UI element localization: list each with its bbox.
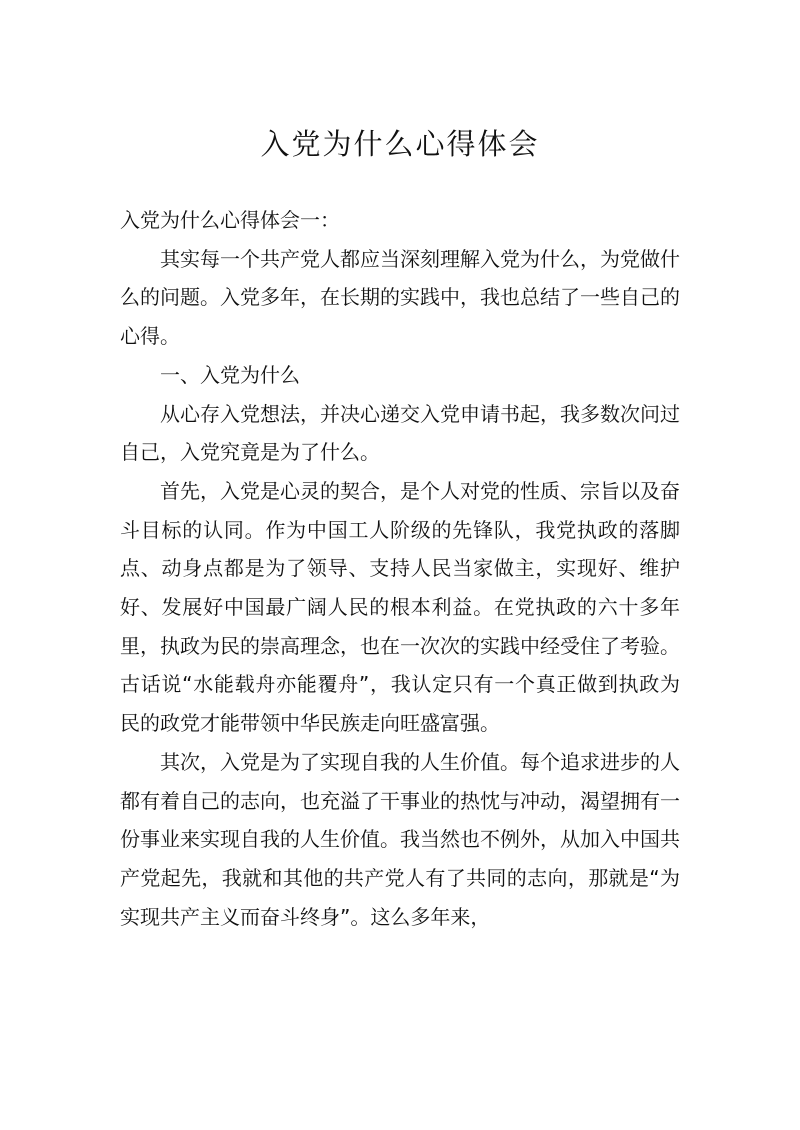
subsection-heading: 一、入党为什么 [160, 362, 300, 387]
paragraph: 从心存入党想法，并决心递交入党申请书起，我多数次问过自己，入党究竟是为了什么。 [120, 401, 680, 465]
section-heading: 入党为什么心得体会一： [120, 208, 340, 232]
paragraph: 其次，入党是为了实现自我的人生价值。每个追求进步的人都有着自己的志向，也充溢了干事业的热忱与冲动，渴望拥有一份事业来实现自我的人生价值。我当然也不例外，从加入中国共产党起先，我就和其他的共产党人有了共同的志向，那就是“为实现共产主义而奋斗终身”。这么多年来， [120, 749, 680, 929]
paragraph: 首先，入党是心灵的契合，是个人对党的性质、宗旨以及奋斗目标的认同。作为中国工人阶级的先锋队，我党执政的落脚点、动身点都是为了领导、支持人民当家做主，实现好、维护好、发展好中国最广阔人民的根本利益。在党执政的六十多年里，执政为民的崇高理念，也在一次次的实践中经受住了考验。古话说“水能载舟亦能覆舟”，我认定只有一个真正做到执政为民的政党才能带领中华民族走向旺盛富强。 [120, 478, 680, 736]
document-body [120, 201, 680, 936]
paragraph-intro: 其实每一个共产党人都应当深刻理解入党为什么，为党做什么的问题。入党多年，在长期的实践中，我也总结了一些自己的心得。 [120, 246, 680, 349]
document-title: 入党为什么心得体会 [260, 127, 540, 161]
